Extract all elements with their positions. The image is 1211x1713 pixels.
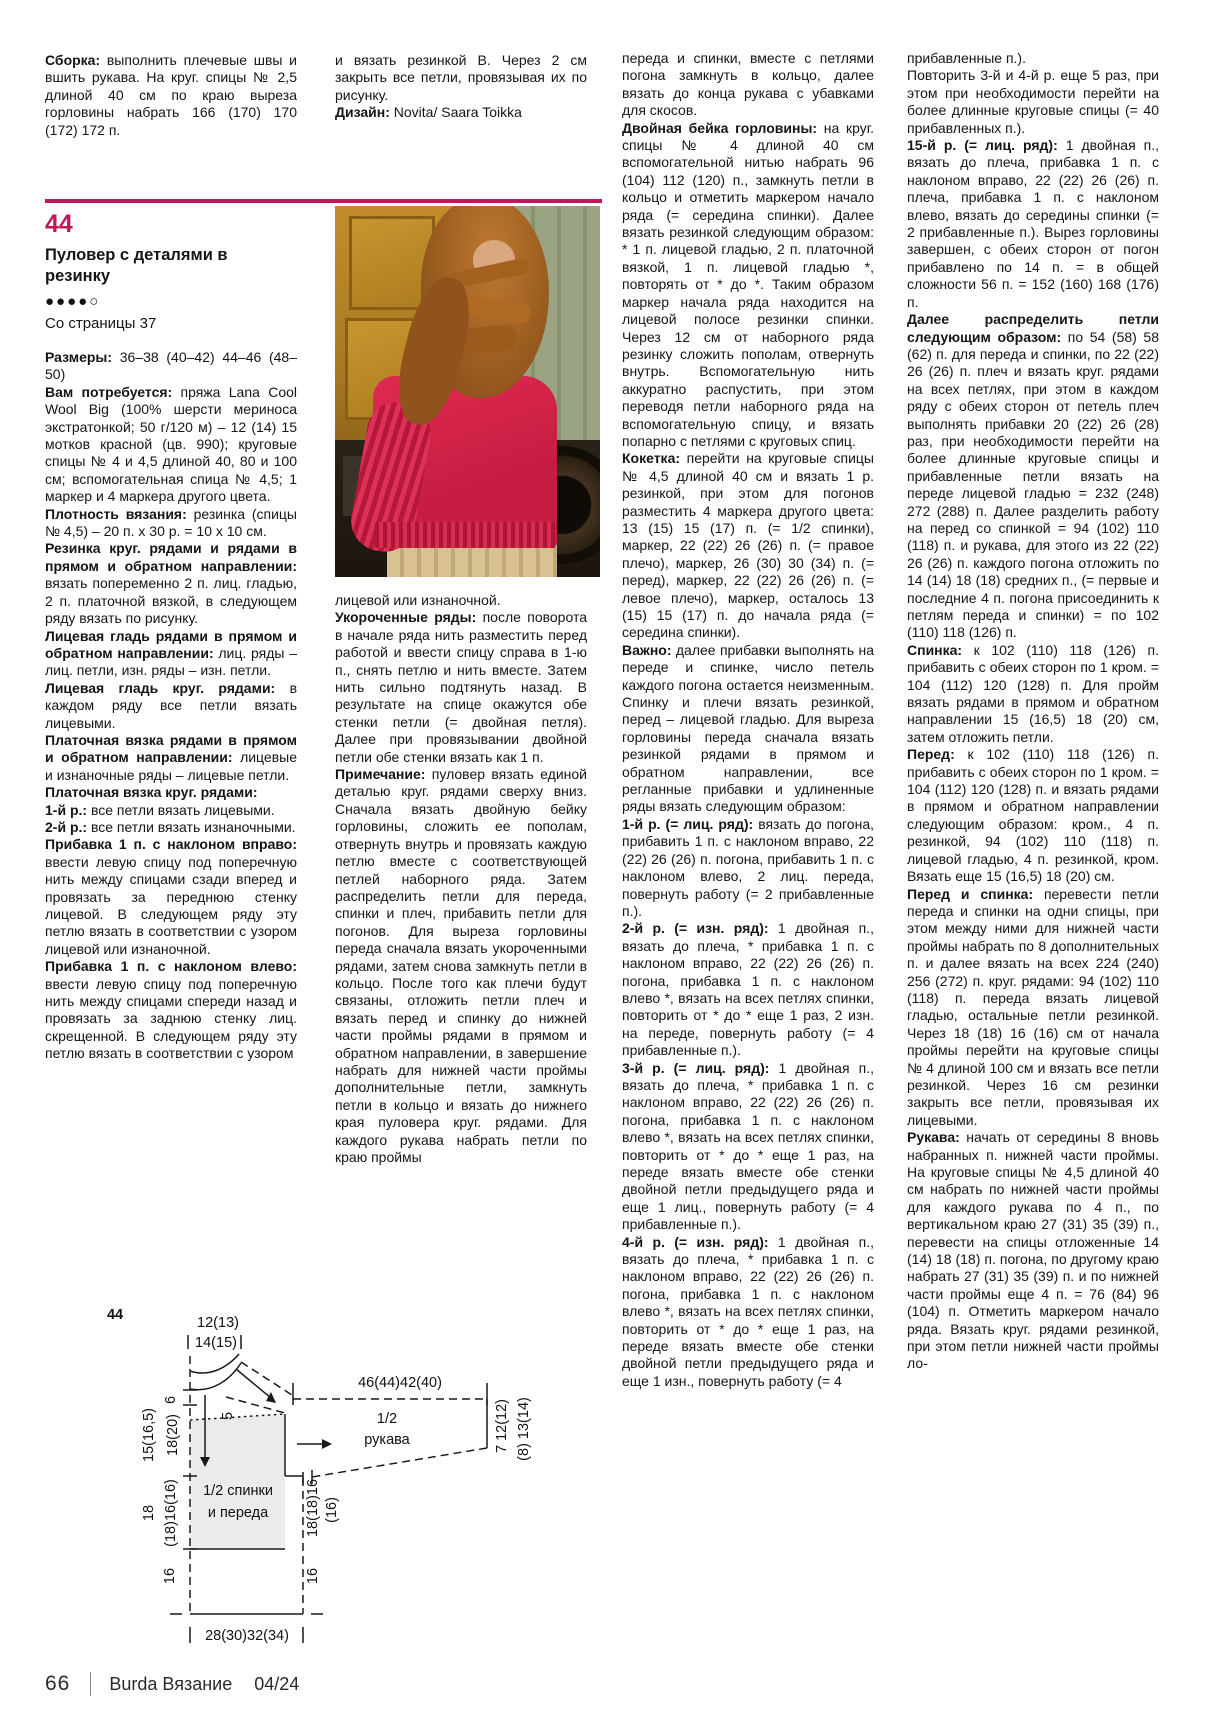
diagram-label: 1/2 спинки	[203, 1483, 273, 1499]
column-2	[335, 592, 587, 1166]
direction-arrow	[236, 1369, 271, 1398]
column-3	[622, 50, 874, 1390]
paragraph: Резинка круг. рядами и рядами в прямом и обратном направлении: вязать попеременно 2 п. лиц. гладью, 2 п. платочной вязкой, в следующем ряду вязать по рисунку.	[45, 540, 297, 627]
paragraph: переда и спинки, вместе с петлями погона замкнуть в кольцо, далее вязать до конца рукава с убавками для скосов.	[622, 50, 874, 119]
paragraph: Рукава: начать от середины 8 вновь набранных п. нижней части проймы. На круговые спицы № 4,5 длиной 40 см набрать по нижней части проймы для каждого рукава по 4 п., по вертикальном краю 27 (31) 35 (39) п., перевести на спицы отложенные 14 (14) 18 (18) п. погона, по другому краю набрать 27 (31) 35 (39) п. и по нижней части проймы еще 4 п. = 76 (84) 96 (104) п. Отметить маркером начало ряда. Вязать круг. рядами резинкой, при этом петли нижней части проймы ло-	[907, 1129, 1159, 1372]
diagram-label: 14(15)	[195, 1335, 237, 1351]
paragraph: 1-й р. (= лиц. ряд): вязать до погона, прибавить 1 п. с наклоном вправо, 22 (22) 26 (26) п. погона, прибавить 1 п. с наклоном влево, 2 лиц. переда, повернуть работу (= 2 прибавленные п.).	[622, 815, 875, 919]
paragraph: Вам потребуется: пряжа Lana Cool Wool Big (100% шерсти мериноса экстратонкой; 50 г/120 м) – 12 (14) 15 мотков красной (цв. 990); круговые спицы № 4 и 4,5 длиной 40, 80 и 100 см; вспомогательная спица № 4,5; 1 маркер и 4 маркера другого цвета.	[45, 383, 297, 505]
from-page-reference: Со страницы 37	[45, 315, 157, 332]
issue-number: 04/24	[254, 1673, 300, 1694]
column-1-top	[45, 52, 297, 139]
paragraph: Дизайн: Novita/ Saara Toikka	[335, 104, 522, 121]
diagram-label: 15(16,5)	[141, 1407, 157, 1463]
sleeve-underarm-line	[312, 1448, 487, 1477]
arrowhead	[322, 1439, 332, 1449]
diagram-label: 7 12(12)	[494, 1398, 510, 1454]
paragraph: 2-й р.: все петли вязать изнаночными.	[45, 818, 296, 835]
article-header	[45, 210, 297, 332]
body-right-edge	[285, 1414, 303, 1484]
paragraph: Примечание: пуловер вязать единой деталью круг. рядами сверху вниз. Сначала вязать двойную бейку горловины, сложить ее пополам, отвернуть внутрь и провязать каждую петлю вместе с соответствующей петлей наборного ряда. Затем распределить петли для переда, спинки и плеч, прибавить петли для погонов. Для выреза горловины переда сначала вязать укороченными рядами, затем снова замкнуть петли в кольцо. После того как плечи будут связаны, отложить петли плеч и вязать перед и спинку до нижней части проймы рядами в прямом и обратном направлении, в завершение набрать для нижней части проймы дополнительные петли, замкнуть петли в кольцо и вязать до нижнего края пуловера круг. рядами. Для каждого рукава набрать петли по краю проймы	[335, 766, 587, 1165]
paragraph: Платочная вязка рядами в прямом и обратном направлении: лицевые и изнаночные ряды – лицевые петли.	[45, 731, 297, 783]
diagram-label: 6	[163, 1395, 179, 1405]
arrowhead	[266, 1392, 276, 1403]
diagram-label: 16	[162, 1567, 178, 1585]
paragraph: Платочная вязка круг. рядами:	[45, 784, 258, 801]
strap-line	[241, 1362, 292, 1395]
paragraph: Лицевая гладь круг. рядами: в каждом ряду все петли вязать лицевыми.	[45, 679, 297, 731]
paragraph: Перед: к 102 (110) 118 (126) п. прибавить с обеих сторон по 1 кром. = 104 (112) 120 (128) п. и вязать рядами в прямом и обратном направлении следующим образом: кром., 4 п. резинкой, 94 (102) 110 (118) п. лицевой гладью, 4 п. резинкой, кром. Вязать еще 15 (16,5) 18 (20) см.	[907, 746, 1159, 885]
diagram-label: (8) 13(14)	[516, 1397, 532, 1461]
diagram-label: 18(18)16	[305, 1478, 321, 1538]
paragraph: Повторить 3-й и 4-й р. еще 5 раз, при этом при необходимости перейти на более длинные круговые спицы (= 40 прибавленных п.).	[907, 67, 1159, 136]
diagram-label: (16)	[324, 1497, 340, 1523]
diagram-label: 18	[141, 1504, 157, 1522]
paragraph: 4-й р. (= изн. ряд): 1 двойная п., вязать до плеча, * прибавка 1 п. с наклоном вправо, 22 (22) 26 (26) п. погона, прибавка 1 п. с наклоном влево *, вязать на всех петлях спинки, повторить от * до * еще 1 раз, на переде вязать вместе обе стенки двойной петли предыдущего ряда и еще 1 изн., повернуть работу (= 4	[622, 1233, 874, 1389]
paragraph: Лицевая гладь рядами в прямом и обратном направлении: лиц. ряды – лиц. петли, изн. ряды – изн. петли.	[45, 627, 298, 679]
paragraph: Спинка: к 102 (110) 118 (126) п. прибавить с обеих сторон по 1 кром. = 104 (112) 120 (128) п. Для пройм вязать рядами в прямом и обратном направлении 15 (16,5) 18 (20) см, затем отложить петли.	[907, 641, 1159, 745]
diagram-label: 1/2	[376, 1411, 398, 1427]
page-number: 66	[45, 1672, 71, 1695]
paragraph: лицевой или изнаночной.	[335, 592, 501, 608]
paragraph: Размеры: 36–38 (40–42) 44–46 (48–50)	[45, 349, 297, 383]
paragraph: Перед и спинка: перевести петли переда и спинки на одни спицы, при этом между ними для нижней части проймы набрать по 8 дополнительных п. и далее вязать на всех 224 (240) 256 (272) п. круг. рядами: 94 (102) 110 (118) п. переда вязать лицевой гладью, остальные петли резинкой. Через 18 (18) 16 (16) см от начала проймы перейти на круговые спицы № 4 длиной 100 см и вязать все петли резинкой. Через 16 см резинки закрыть все петли, провязывая их лицевыми.	[907, 885, 1160, 1128]
diagram-label: 5	[220, 1411, 236, 1421]
knitting-schematic	[40, 1283, 560, 1665]
paragraph: 3-й р. (= лиц. ряд): 1 двойная п., вязать до плеча, * прибавка 1 п. с наклоном вправо, 22 (22) 26 (26) п. погона, прибавка 1 п. с наклоном влево *, вязать на всех петлях спинки, повторить от * до * еще 1 раз, на переде вязать вместе обе стенки двойной петли предыдущего ряда и еще 1 лиц., повернуть работу (= 4 прибавленные п.).	[622, 1059, 874, 1233]
diagram-label: 16	[305, 1567, 321, 1585]
difficulty-dots-icon: ●●●●○	[45, 293, 101, 310]
paragraph: Плотность вязания: резинка (спицы № 4,5) – 20 п. х 30 р. = 10 х 10 см.	[45, 505, 297, 540]
paragraph: прибавленные п.).	[907, 50, 1026, 66]
paragraph: Сборка: выполнить плечевые швы и вшить рукава. На круг. спицы № 2,5 длиной 40 см по краю выреза горловины набрать 166 (170) 170 (172) 172 п.	[45, 52, 297, 138]
pattern-number: 44	[45, 210, 73, 238]
column-1	[45, 349, 297, 1063]
paragraph: Прибавка 1 п. с наклоном влево: ввести левую спицу под поперечную нить между спицами спереди назад и провязать за заднюю стенку лиц. скрещенной. В следующем ряду эту петлю вязать в соответствии с узором	[45, 958, 297, 1062]
paragraph: Прибавка 1 п. с наклоном вправо: ввести левую спицу под поперечную нить между спицами сзади вперед и провязать за переднюю стенку лицевой. В следующем ряду эту петлю вязать в соответствии с узором лицевой или изнаночной.	[45, 836, 297, 957]
section-divider-rule	[45, 199, 602, 203]
footer-divider	[90, 1672, 91, 1696]
magazine-title: Burda Вязание	[109, 1673, 233, 1694]
column-2-top	[335, 52, 587, 122]
diagram-label: 28(30)32(34)	[205, 1628, 289, 1644]
paragraph: Далее распределить петли следующим образом: по 54 (58) 58 (62) п. для переда и спинки, по 22 (22) 26 (26) п. плеч и вязать круг. рядами на всех петлях, при этом в каждом ряду с обеих сторон от петель плеч выполнять прибавки 20 (22) 26 (28) раз, при необходимости перейти на более длинные круговые спицы и прибавленные петли вязать на переде лицевой гладью = 232 (248) 272 (288) п. Далее разделить работу на перед со спинкой = 94 (102) 110 (118) п. и рукава, для этого из 22 (22) 26 (26) п. каждого погона отложить по 14 (14) 18 (18) средних п., (= первые и последние 4 п. погона присоединить к петлям переда и спинки) = по 102 (110) 118 (126) п.	[907, 311, 1160, 641]
paragraph: Двойная бейка горловины: на круг. спицы № 4 длиной 40 см вспомогательной нитью набрать 96 (104) 112 (120) п., замкнуть петли в кольцо и отметить маркером начало ряда (= середина спинки). Далее вязать резинкой следующим образом: * 1 п. лицевой гладью, 2 п. платочной вязкой, 1 п. лицевой гладью *, повторять от * до *. Таким образом маркер начала ряда находится на лицевой полосе резинки спинки. Через 12 см от наборного ряда резинку сложить пополам, отвернуть внутрь. Вспомогательную нить аккуратно распустить, при этом переводя петли наборного ряда на вспомогательную спицу, и вязать попарно с петлями с круговых спиц.	[622, 119, 874, 449]
paragraph: Кокетка: перейти на круговые спицы № 4,5 длиной 40 см и вязать 1 р. резинкой, при этом для погонов разместить 4 маркера другого цвета: 13 (15) 15 (17) п. (= 1/2 спинки), маркер, 22 (22) 26 (26) п. (= правое плечо), маркер, 26 (30) 30 (34) п. (= перед), маркер, 22 (22) 26 (26) п. (= левое плечо), маркер, осталось 13 (15) 15 (17) п. до начала ряда (= середина спинки).	[622, 450, 874, 641]
paragraph: Укороченные ряды: после поворота в начале ряда нить разместить перед работой и ввести спицу справа в 1-ю п., снять петлю и нить вместе. Затем нить сильно подтянуть назад. В результате на спице окажутся обе стенки петли (= двойная петля). Далее при провязывании двойной петли обе стенки вязать как 1 п.	[335, 609, 587, 765]
paragraph: 15-й р. (= лиц. ряд): 1 двойная п., вязать до плеча, прибавка 1 п. с наклоном вправо, 22 (22) 26 (26) п. плеча, прибавка 1 п. с наклоном влево, вязать до середины спинки (= 2 прибавленные п.). Вырез горловины завершен, с обеих сторон от погон прибавлено по 14 п. = в общей сложности 56 п. = 152 (160) 168 (176) п.	[907, 137, 1159, 310]
paragraph: 1-й р.: все петли вязать лицевыми.	[45, 801, 275, 818]
diagram-label: 12(13)	[197, 1315, 239, 1331]
diagram-label: 18(20)	[165, 1414, 181, 1456]
diagram-label: 44	[106, 1307, 124, 1323]
neckline-curve	[190, 1354, 239, 1373]
strap-line	[226, 1397, 285, 1413]
neckline-curve	[190, 1363, 241, 1390]
diagram-label: 46(44)42(40)	[358, 1375, 442, 1391]
diagram-label: рукава	[364, 1432, 410, 1448]
page-footer	[45, 1672, 299, 1696]
ribbed-hem	[375, 522, 555, 548]
model-photo	[335, 206, 600, 577]
column-4	[907, 50, 1159, 1373]
pattern-title: Пуловер с деталями в резинку	[45, 246, 228, 285]
paragraph: и вязать резинкой В. Через 2 см закрыть все петли, провязывая их по рисунку.	[335, 52, 587, 103]
paragraph: 2-й р. (= изн. ряд): 1 двойная п., вязать до плеча, * прибавка 1 п. с наклоном вправо, 22 (22) 26 (26) п. погона, прибавка 1 п. с наклоном влево *, вязать на всех петлях спинки, повторить от * до * еще 1 раз, 2 изн. на переде, повернуть работу (= 4 прибавленные п.).	[622, 920, 874, 1059]
diagram-label: (18)16(16)	[163, 1479, 179, 1547]
diagram-label: и переда	[207, 1505, 269, 1521]
paragraph: Важно: далее прибавки выполнять на переде и спинке, число петель каждого погона остается неизменным. Спинку и плечи вязать резинкой, перед – лицевой гладью. Для выреза горловины переда сначала вязать резинкой рядами в прямом и обратном направлении, все регланные прибавки и удлиненные ряды вязать следующим образом:	[622, 641, 874, 815]
